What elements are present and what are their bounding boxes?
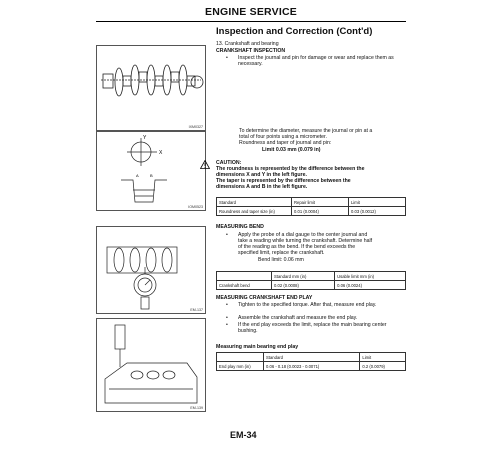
table-cell: 0.01 (0.0004)	[292, 207, 349, 216]
figure-id: IXM0327	[188, 125, 203, 129]
table-header: Standard mm (in)	[272, 272, 335, 281]
bend-line-4: specified limit, replace the crankshaft.	[238, 250, 325, 256]
table-header: Limit	[360, 353, 406, 362]
table-header: Standard	[217, 198, 292, 207]
y-label: Y	[143, 135, 147, 141]
end-play-figure	[96, 318, 206, 412]
crankshaft-figure	[96, 45, 206, 131]
bend-figure	[96, 226, 206, 314]
caution-line-1: The roundness is represented by the difference between the	[216, 166, 365, 172]
table-row	[217, 362, 406, 371]
bend-line-2: take a reading while turning the crankshaft. Determine half	[238, 238, 373, 244]
b-label: B	[150, 173, 153, 178]
end-play-table	[216, 352, 406, 371]
caution-label: CAUTION:	[216, 160, 242, 166]
caution-line-3: The taper is represented by the difference between the	[216, 178, 351, 184]
crankshaft-inspection-heading: CRANKSHAFT INSPECTION	[216, 48, 286, 54]
limit-text: Limit 0.03 mm (0.079 in)	[262, 147, 321, 153]
diameter-line-3: Roundness and taper of journal and pin:	[239, 140, 332, 146]
bend-line-3: of the reading as the bend. If the bend exceeds the	[238, 244, 356, 250]
warning-icon	[200, 160, 210, 169]
x-label: X	[159, 150, 163, 156]
table-cell: 0.06 - 0.18 (0.0023 - 0.0071)	[264, 362, 360, 371]
roundness-figure	[96, 131, 206, 211]
end-play-drawing	[97, 319, 205, 411]
bend-line-1: Apply the probe of a dial gauge to the center journal and	[238, 232, 368, 238]
section-header: ENGINE SERVICE	[205, 6, 297, 18]
engine-block	[105, 363, 197, 403]
table-cell: 0.06 (0.0024)	[335, 281, 406, 290]
step-label: 13. Crankshaft and bearing	[216, 41, 279, 47]
table-cell: Roundness and taper size (in)	[217, 207, 292, 216]
figure-id: IOM0523	[188, 205, 203, 209]
a-label: A	[136, 173, 139, 178]
figure-id: EM-137	[190, 308, 203, 312]
diameter-line-2: total of four points using a micrometer.	[239, 134, 327, 140]
end-play-heading: MEASURING CRANKSHAFT END PLAY	[216, 295, 313, 301]
table-row	[217, 207, 406, 216]
main-bearing-heading: Measuring main bearing end play	[216, 344, 299, 350]
table-header: Usable limit mm (in)	[335, 272, 406, 281]
page-number: EM-34	[230, 430, 257, 440]
table-cell: 0.2 (0.0079)	[360, 362, 406, 371]
crankshaft-drawing	[97, 46, 205, 130]
table-header: Standard	[264, 353, 360, 362]
tool	[115, 325, 125, 349]
header-rule	[96, 21, 406, 22]
table-header: Limit	[349, 198, 406, 207]
roundness-diagram	[97, 132, 205, 210]
dial-gauge-drawing	[97, 227, 205, 313]
table-cell: 0.02 (0.0008)	[272, 281, 335, 290]
crank-journal	[103, 74, 113, 88]
table-header: Repair limit	[292, 198, 349, 207]
table-header	[217, 272, 272, 281]
roundness-table	[216, 197, 406, 216]
measuring-bend-heading: MEASURING BEND	[216, 224, 264, 230]
diameter-line-1: To determine the diameter, measure the journal or pin at a	[239, 128, 373, 134]
table-cell: Crankshaft bend	[217, 281, 272, 290]
page-title: Inspection and Correction (Cont'd)	[216, 26, 373, 37]
table-cell: End play mm (in)	[217, 362, 264, 371]
caution-line-4: dimensions A and B in the left figure.	[216, 184, 308, 190]
table-cell: 0.03 (0.0012)	[349, 207, 406, 216]
caution-line-2: dimensions X and Y in the left figure.	[216, 172, 307, 178]
table-header	[217, 353, 264, 362]
bend-limit: Bend limit: 0.06 mm	[258, 257, 304, 263]
table-row	[217, 281, 406, 290]
figure-id: EM-139	[190, 406, 203, 410]
bend-table	[216, 271, 406, 290]
